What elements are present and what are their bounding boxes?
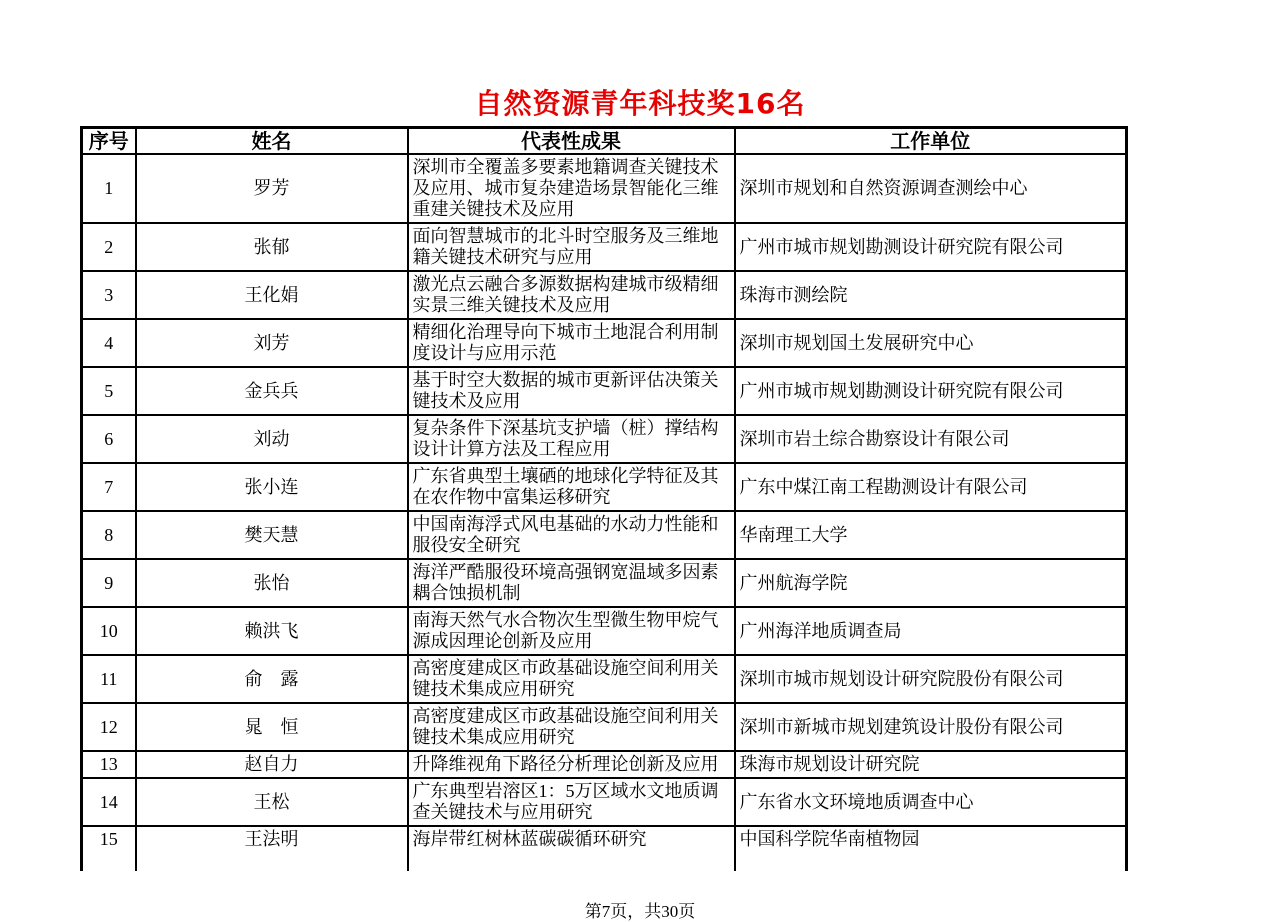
achievement-cell: 激光点云融合多源数据构建城市级精细实景三维关键技术及应用 — [408, 271, 735, 319]
achievement-cell: 中国南海浮式风电基础的水动力性能和服役安全研究 — [408, 511, 735, 559]
table-row — [82, 463, 1127, 511]
name-cell: 赖洪飞 — [136, 607, 408, 655]
name-cell: 王松 — [136, 778, 408, 826]
row-number-cell: 1 — [82, 154, 136, 223]
achievement-cell: 复杂条件下深基坑支护墙（桩）撑结构设计计算方法及工程应用 — [408, 415, 735, 463]
organization-cell: 珠海市规划设计研究院 — [735, 751, 1127, 778]
organization-cell: 广东省水文环境地质调查中心 — [735, 778, 1127, 826]
row-number-cell: 3 — [82, 271, 136, 319]
page-title: 自然资源青年科技奖16名 — [474, 87, 806, 120]
organization-cell: 广州航海学院 — [735, 559, 1127, 607]
row-number-cell: 2 — [82, 223, 136, 271]
name-cell: 张小连 — [136, 463, 408, 511]
name-cell: 晁 恒 — [136, 703, 408, 751]
achievement-cell: 高密度建成区市政基础设施空间利用关键技术集成应用研究 — [408, 703, 735, 751]
column-header-name: 姓名 — [136, 128, 408, 155]
row-number-cell: 15 — [82, 826, 136, 871]
table-row — [82, 703, 1127, 751]
row-number-cell: 4 — [82, 319, 136, 367]
row-number-cell: 12 — [82, 703, 136, 751]
organization-cell: 广州市城市规划勘测设计研究院有限公司 — [735, 367, 1127, 415]
achievement-cell: 深圳市全覆盖多要素地籍调查关键技术及应用、城市复杂建造场景智能化三维重建关键技术及应用 — [408, 154, 735, 223]
name-cell: 俞 露 — [136, 655, 408, 703]
table-row — [82, 751, 1127, 778]
table-row — [82, 655, 1127, 703]
row-number-cell: 14 — [82, 778, 136, 826]
table-row — [82, 511, 1127, 559]
name-cell: 刘动 — [136, 415, 408, 463]
row-number-cell: 7 — [82, 463, 136, 511]
table-row — [82, 223, 1127, 271]
table-row — [82, 415, 1127, 463]
column-header-index: 序号 — [82, 128, 136, 155]
row-number-cell: 11 — [82, 655, 136, 703]
achievement-cell: 广东典型岩溶区1：5万区域水文地质调查关键技术与应用研究 — [408, 778, 735, 826]
organization-cell: 珠海市测绘院 — [735, 271, 1127, 319]
achievement-cell: 广东省典型土壤硒的地球化学特征及其在农作物中富集运移研究 — [408, 463, 735, 511]
row-number-cell: 5 — [82, 367, 136, 415]
row-number-cell: 10 — [82, 607, 136, 655]
row-number-cell: 6 — [82, 415, 136, 463]
column-header-achievement: 代表性成果 — [408, 128, 735, 155]
table-row — [82, 826, 1127, 871]
organization-cell: 深圳市城市规划设计研究院股份有限公司 — [735, 655, 1127, 703]
row-number-cell: 8 — [82, 511, 136, 559]
achievement-cell: 海岸带红树林蓝碳碳循环研究 — [408, 826, 735, 871]
table-row — [82, 319, 1127, 367]
table-row — [82, 271, 1127, 319]
organization-cell: 中国科学院华南植物园 — [735, 826, 1127, 871]
organization-cell: 广州市城市规划勘测设计研究院有限公司 — [735, 223, 1127, 271]
name-cell: 张怡 — [136, 559, 408, 607]
name-cell: 王法明 — [136, 826, 408, 871]
organization-cell: 深圳市岩土综合勘察设计有限公司 — [735, 415, 1127, 463]
achievement-cell: 面向智慧城市的北斗时空服务及三维地籍关键技术研究与应用 — [408, 223, 735, 271]
organization-cell: 广州海洋地质调查局 — [735, 607, 1127, 655]
name-cell: 刘芳 — [136, 319, 408, 367]
awards-table — [80, 126, 1128, 871]
name-cell: 樊天慧 — [136, 511, 408, 559]
name-cell: 张郁 — [136, 223, 408, 271]
table-row — [82, 607, 1127, 655]
organization-cell: 深圳市规划国土发展研究中心 — [735, 319, 1127, 367]
achievement-cell: 基于时空大数据的城市更新评估决策关键技术及应用 — [408, 367, 735, 415]
row-number-cell: 13 — [82, 751, 136, 778]
column-header-organization: 工作单位 — [735, 128, 1127, 155]
achievement-cell: 海洋严酷服役环境高强钢宽温域多因素耦合蚀损机制 — [408, 559, 735, 607]
organization-cell: 广东中煤江南工程勘测设计有限公司 — [735, 463, 1127, 511]
name-cell: 金兵兵 — [136, 367, 408, 415]
achievement-cell: 升降维视角下路径分析理论创新及应用 — [408, 751, 735, 778]
achievement-cell: 精细化治理导向下城市土地混合利用制度设计与应用示范 — [408, 319, 735, 367]
table-row — [82, 367, 1127, 415]
header-row — [82, 128, 1127, 155]
table-row — [82, 154, 1127, 223]
organization-cell: 深圳市规划和自然资源调查测绘中心 — [735, 154, 1127, 223]
row-number-cell: 9 — [82, 559, 136, 607]
table-row — [82, 559, 1127, 607]
name-cell: 王化娟 — [136, 271, 408, 319]
name-cell: 赵自力 — [136, 751, 408, 778]
name-cell: 罗芳 — [136, 154, 408, 223]
organization-cell: 华南理工大学 — [735, 511, 1127, 559]
organization-cell: 深圳市新城市规划建筑设计股份有限公司 — [735, 703, 1127, 751]
table-row — [82, 778, 1127, 826]
page-number: 第7页，共30页 — [584, 902, 696, 921]
achievement-cell: 南海天然气水合物次生型微生物甲烷气源成因理论创新及应用 — [408, 607, 735, 655]
achievement-cell: 高密度建成区市政基础设施空间利用关键技术集成应用研究 — [408, 655, 735, 703]
